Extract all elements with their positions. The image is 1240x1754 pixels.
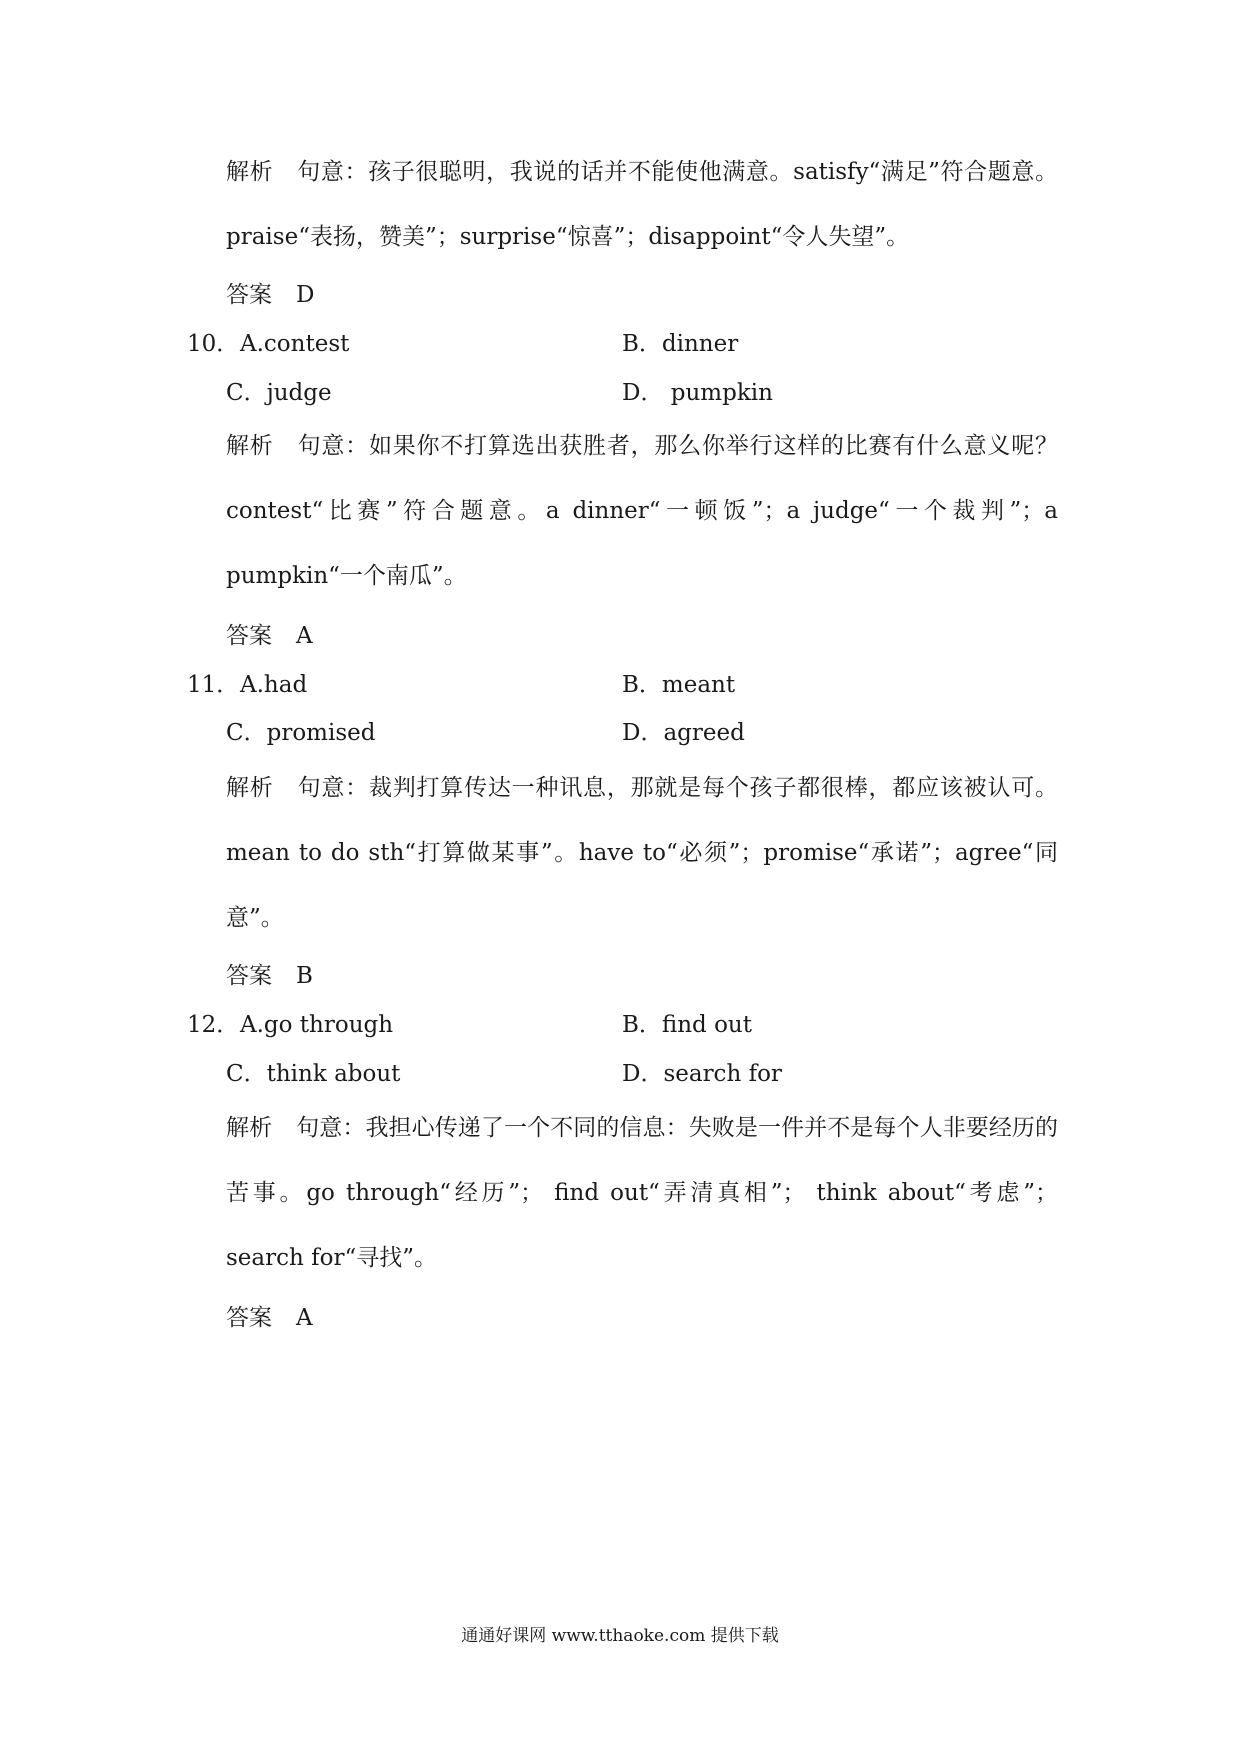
answer-value: D [296,282,315,308]
analysis-paragraph-10 [226,414,1058,609]
answer-label: 答案 [226,282,272,308]
question-10-options-row-1 [0,329,1240,359]
option-c: C．think about [226,1061,401,1087]
answer-line-10 [226,621,313,651]
option-b: B．find out [622,1012,752,1038]
answer-line-9 [226,280,314,310]
question-number: 11． [187,672,240,698]
option-b: B．dinner [622,331,739,357]
analysis-text: 句意：我担心传递了一个不同的信息：失败是一件并不是每个人非要经历的苦事。go through“经历”； find out“弄清真相”； think about“考虑”； search for“寻找”。 [226,1115,1059,1271]
page-footer: 通通好课网 www.tthaoke.com 提供下载 [461,1626,779,1646]
analysis-label: 解析 [226,433,274,459]
analysis-paragraph-11 [226,756,1058,951]
answer-label: 答案 [226,623,272,649]
answer-value: A [296,623,313,649]
question-11-options-row-1 [0,670,1240,700]
option-a: A.had [240,672,308,698]
analysis-paragraph-12 [226,1096,1058,1291]
answer-label: 答案 [226,1305,272,1331]
analysis-label: 解析 [226,159,274,185]
question-number: 12． [187,1012,240,1038]
answer-value: B [296,963,313,989]
analysis-label: 解析 [226,775,274,801]
question-12-options-row-1 [0,1010,1240,1040]
answer-line-11 [226,961,313,991]
option-d: D．search for [622,1061,782,1087]
answer-line-12 [226,1303,313,1333]
option-c: C．judge [226,380,332,406]
option-a: A.contest [240,331,350,357]
analysis-text: 句意：裁判打算传达一种讯息，那就是每个孩子都很棒，都应该被认可。mean to do sth“打算做某事”。have to“必须”；promise“承诺”；agree“同意”。 [226,775,1059,931]
analysis-text: 句意：孩子很聪明，我说的话并不能使他满意。satisfy“满足”符合题意。praise“表扬，赞美”；surprise“惊喜”；disappoint“令人失望”。 [226,159,1058,250]
question-11-options-row-2 [0,718,1240,748]
option-a: A.go through [240,1012,394,1038]
question-12-options-row-2 [0,1059,1240,1089]
option-b: B．meant [622,672,736,698]
option-c: C．promised [226,720,376,746]
question-number: 10． [187,331,240,357]
option-d: D． pumpkin [622,380,773,406]
question-10-options-row-2 [0,378,1240,408]
answer-value: A [296,1305,313,1331]
analysis-label: 解析 [226,1115,273,1141]
analysis-paragraph-9 [226,140,1058,270]
answer-label: 答案 [226,963,272,989]
option-d: D．agreed [622,720,745,746]
analysis-text: 句意：如果你不打算选出获胜者，那么你举行这样的比赛有什么意义呢？contest“比赛”符合题意。a dinner“一顿饭”；a judge“一个裁判”；a pumpkin“一个南瓜”。 [226,433,1059,589]
